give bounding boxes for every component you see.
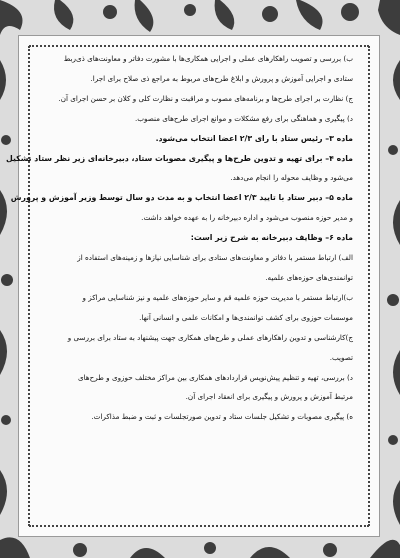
paragraph-line: ب) بررسی و تصویب راهکارهای عملی و اجرایی همکاری‌ها با مشورت دفاتر و معاونت‌های ذی‌ربط <box>63 54 353 63</box>
paragraph-line: ج) نظارت بر اجرای طرح‌ها و برنامه‌های مصوب و مراقبت و نظارت کلی و کلان بر حسن اجرای آن. <box>58 93 353 103</box>
paragraph-line: د) بررسی، تهیه و تنظیم پیش‌نویس قراردادهای همکاری بین مراکز مختلف حوزوی و طرح‌های <box>77 372 353 382</box>
article-4-line: ماده ۴– برای تهیه و تدوین طرح‌ها و پیگیری مصوبات ستاد، دبیرخانه‌ای زیر نظر ستاد تشکیل <box>6 153 353 163</box>
paragraph-line: و مدیر حوزه منصوب می‌شود و اداره دبیرخانه را به عهده خواهد داشت. <box>141 213 353 223</box>
paragraph-line: تصویب. <box>329 352 353 362</box>
paragraph-line: ه) پیگیری مصوبات و تشکیل جلسات ستاد و تدوین صورتجلسات و ثبت و ضبط مذاکرات. <box>91 412 353 422</box>
paragraph-line: د) پیگیری و هماهنگی برای رفع مشکلات و موانع اجرای طرح‌های منصوب. <box>134 113 353 123</box>
document-page <box>6 35 380 537</box>
left-dotted-border <box>28 46 30 526</box>
article-6-line: ماده ۶– وظایف دبیرخانه به شرح زیر است: <box>190 233 353 243</box>
paragraph-line: مرتبط آموزش و پرورش و پیگیری برای انعقاد اجرای آن. <box>185 392 353 402</box>
article-3-line: ماده ۳– رئیس ستاد با رای ۲/۳ اعضا انتخاب می‌شود. <box>155 133 353 143</box>
paragraph-line: می‌شود و وظایف محوله را انجام می‌دهد. <box>230 173 353 183</box>
paragraph-line: ستادی و اجرایی آموزش و پرورش و ابلاغ طرح‌های مربوط به مراجع ذی صلاح برای اجرا. <box>90 73 353 83</box>
paragraph-line: ب)ارتباط مستمر با مدیریت حوزه علمیه قم و سایر حوزه‌های علمیه و نیز شناسایی مراکز و <box>82 292 353 302</box>
document-text <box>6 52 353 522</box>
paragraph-line: موسسات حوزوی برای کشف توانمندی‌ها و امکانات علمی و انسانی آنها. <box>139 312 353 322</box>
paragraph-line: ج)کارشناسی و تدوین راهکارهای عملی و طرح‌های همکاری جهت پیشنهاد به ستاد برای بررسی و <box>67 332 353 342</box>
top-dotted-border <box>29 45 369 47</box>
bottom-dotted-border <box>29 525 369 527</box>
paragraph-line: توانمندی‌های حوزه‌های علمیه. <box>265 272 353 282</box>
article-5-line: ماده ۵– دبیر ستاد با تایید ۲/۳ اعضا انتخاب و به مدت دو سال توسط وزیر آموزش و پرورش <box>10 193 353 203</box>
right-dotted-border <box>368 46 370 526</box>
paragraph-line: الف) ارتباط مستمر با دفاتر و معاونت‌های ستادی برای شناسایی نیازها و زمینه‌های استفاده از <box>77 253 353 263</box>
